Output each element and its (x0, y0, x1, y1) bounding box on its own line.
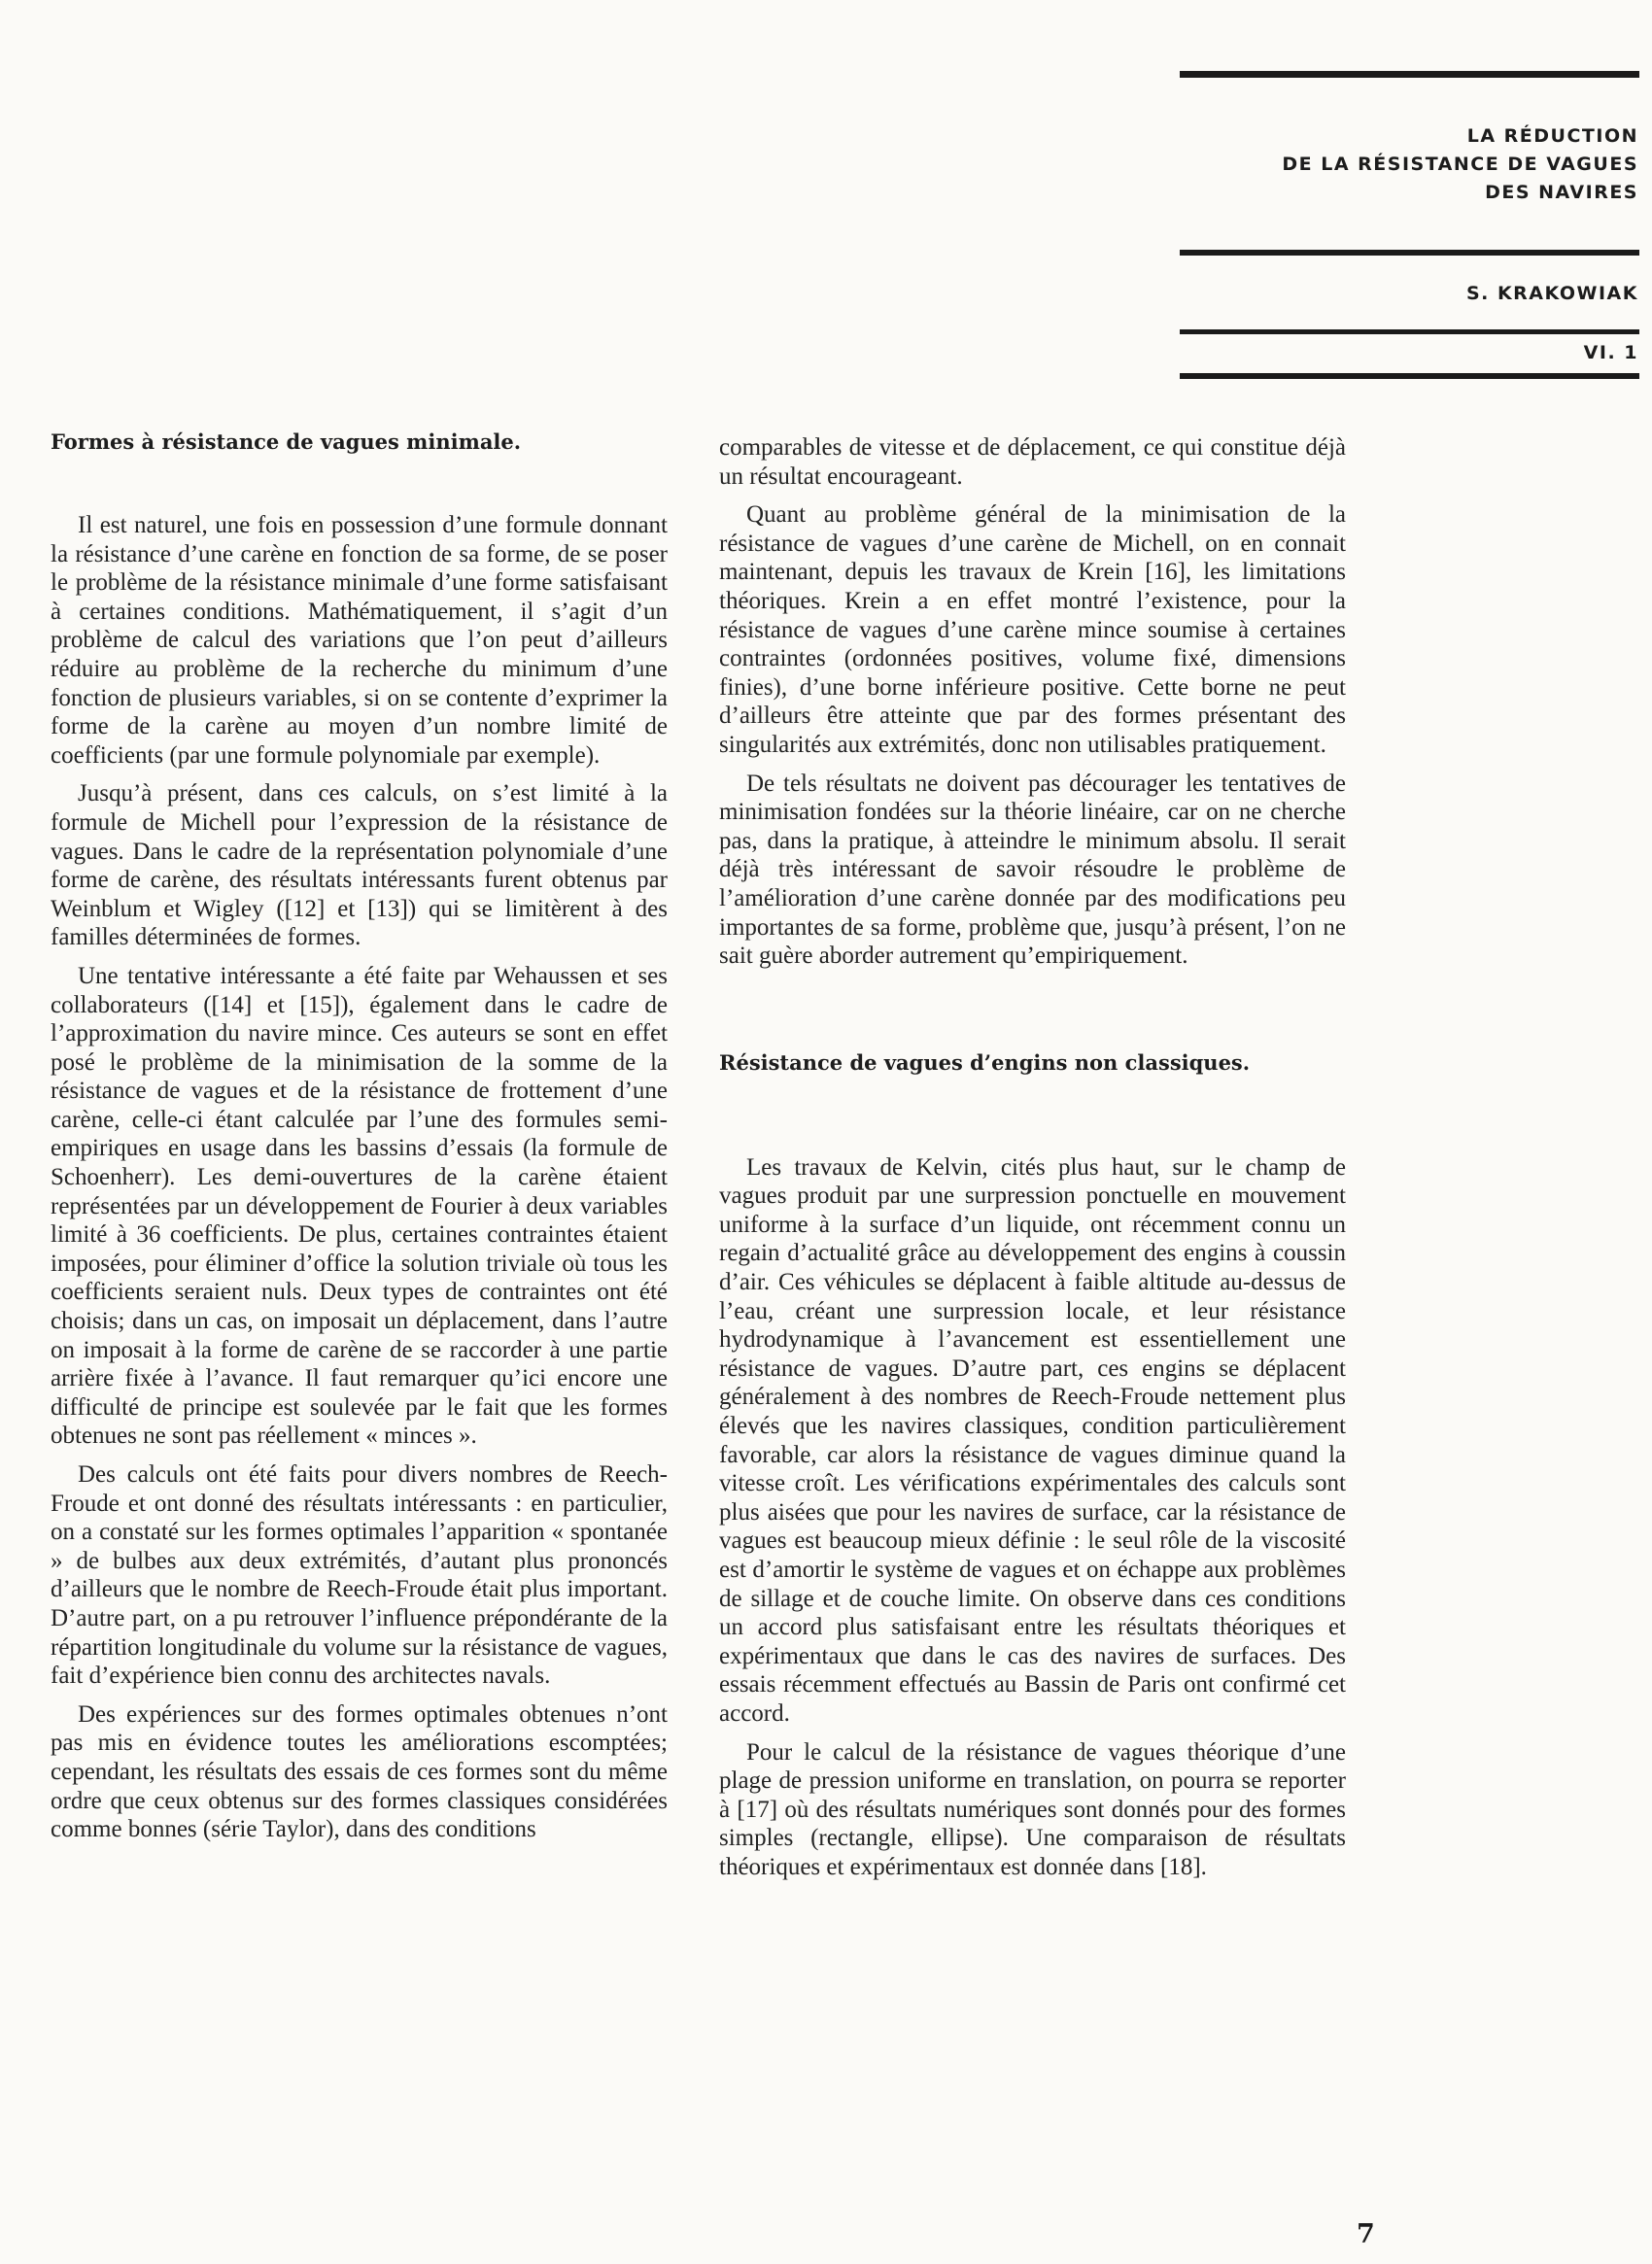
running-title-line-2: DE LA RÉSISTANCE DE VAGUES (1282, 154, 1638, 175)
paragraph: De tels résultats ne doivent pas décourager les tentatives de minimisation fondées sur la théorie linéaire, car on ne cherche pas, dans la pratique, à atteindre le minimum absolu. Il serait déjà très intéressant de savoir résoudre le problème de l’amélioration d’une carène donnée par des modifications peu importantes de sa forme, problème que, jusqu’à présent, l’on ne sait guère aborder autrement qu’empiriquement. (719, 770, 1346, 970)
paragraph: Une tentative intéressante a été faite par Wehaussen et ses collaborateurs ([14] et [15]), également dans le cadre de l’approximation du navire mince. Ces auteurs se sont en effet posé le problème de la minimisation de la somme de la résistance de vagues et de la résistance de frottement d’une carène, celle-ci étant calculée par l’une des formules semi-empiriques en usage dans les bassins d’essais (la formule de Schoenherr). Les demi-ouvertures de la carène étaient représentées par un développement de Fourier à deux variables limité à 36 coefficients. De plus, certaines contraintes étaient imposées, pour éliminer d’office la solution triviale où tous les coefficients seraient nuls. Deux types de contraintes ont été choisis; dans un cas, on imposait un déplacement, dans l’autre on imposait à la forme de carène de se raccorder à une partie arrière fixée à l’avance. Il faut remarquer qu’ici encore une difficulté de principe est soulevée par le fait que les formes obtenues ne sont pas réellement « minces ». (51, 962, 668, 1450)
paragraph: Pour le calcul de la résistance de vagues théorique d’une plage de pression uniforme en translation, on pourra se reporter à [17] où des résultats numériques sont donnés pour des formes simples (rectangle, ellipse). Une comparaison de résultats théoriques et expérimentaux est donnée dans [18]. (719, 1738, 1346, 1880)
running-title (1282, 122, 1638, 207)
header-rule-bottom (1180, 373, 1639, 379)
paragraph: Des expériences sur des formes optimales obtenues n’ont pas mis en évidence toutes les améliorations escomptées; cependant, les résultats des essais de ces formes sont du même ordre que ceux obtenus sur des formes classiques considérées comme bonnes (série Taylor), dans des conditions (51, 1700, 668, 1843)
section-heading-non-classical-craft: Résistance de vagues d’engins non classiques. (719, 1049, 1251, 1075)
running-title-line-1: LA RÉDUCTION (1466, 125, 1638, 147)
paragraph: Des calculs ont été faits pour divers nombres de Reech-Froude et ont donné des résultats intéressants : en particulier, on a constaté sur les formes optimales l’apparition « spontanée » de bulbes aux deux extrémités, d’autant plus prononcés d’ailleurs que le nombre de Reech-Froude était plus important. D’autre part, on a pu retrouver l’influence prépondérante de la répartition longitudinale du volume sur la résistance de vagues, fait d’expérience bien connu des architectes navals. (51, 1461, 668, 1690)
right-column (719, 433, 1346, 1882)
running-title-line-3: DES NAVIRES (1485, 182, 1638, 203)
paragraph: Les travaux de Kelvin, cités plus haut, sur le champ de vagues produit par une surpression ponctuelle en mouvement uniforme à la surface d’un liquide, ont récemment connu un regain d’actualité grâce au développement des engins à coussin d’air. Ces véhicules se déplacent à faible altitude au-dessus de l’eau, créant une surpression locale, et leur résistance hydrodynamique à l’avancement est essentiellement une résistance de vagues. D’autre part, ces engins se déplacent généralement à des nombres de Reech-Froude nettement plus élevés que les navires classiques, condition particulièrement favorable, car alors la résistance de vagues diminue quand la vitesse croît. Les vérifications expérimentales des calculs sont plus aisées que pour les navires de surface, car la résistance de vagues est beaucoup mieux définie : le seul rôle de la viscosité est d’amortir le système de vagues et on échappe aux problèmes de sillage et de couche limite. On observe dans ces conditions un accord plus satisfaisant entre les résultats théoriques et expérimentaux que dans le cas des navires de surfaces. Des essais récemment effectués au Bassin de Paris ont confirmé cet accord. (719, 1153, 1346, 1727)
paragraph: Jusqu’à présent, dans ces calculs, on s’est limité à la formule de Michell pour l’expression de la résistance de vagues. Dans le cadre de la représentation polynomiale d’une forme de carène, des résultats intéressants furent obtenus par Weinblum et Wigley ([12] et [13]) qui se limitèrent à des familles déterminées de formes. (51, 780, 668, 951)
paragraph-continued: comparables de vitesse et de déplacement, ce qui constitue déjà un résultat encourageant. (719, 434, 1346, 490)
section-heading-minimal-resistance: Formes à résistance de vagues minimale. (51, 429, 522, 454)
page-number: 7 (1357, 2219, 1375, 2249)
section-number: VI. 1 (1583, 342, 1638, 363)
header-rule-author (1180, 329, 1639, 334)
author-name: S. KRAKOWIAK (1465, 283, 1638, 304)
paragraph: Quant au problème général de la minimisation de la résistance de vagues d’une carène de Michell, on en connait maintenant, depuis les travaux de Krein [16], les limitations théoriques. Krein a en effet montré l’existence, pour la résistance de vagues d’une carène mince soumise à certaines contraintes (ordonnées positives, volume fixé, dimensions finies), d’une borne inférieure positive. Cette borne ne peut d’ailleurs être atteinte que par des formes présentant des singularités aux extrémités, donc non utilisables pratiquement. (719, 501, 1346, 758)
paragraph: Il est naturel, une fois en possession d’une formule donnant la résistance d’une carène en fonction de sa forme, de se poser le problème de la résistance minimale d’une forme satisfaisant à certaines conditions. Mathématiquement, il s’agit d’un problème de calcul des variations que l’on peut d’ailleurs réduire au problème de la recherche du minimum d’une fonction de plusieurs variables, si on se contente d’exprimer la forme de la carène au moyen d’un nombre limité de coefficients (par une formule polynomiale par exemple). (51, 512, 668, 769)
header-rule-top (1180, 71, 1639, 78)
header-rule-mid (1180, 250, 1639, 256)
left-column (51, 428, 668, 1844)
